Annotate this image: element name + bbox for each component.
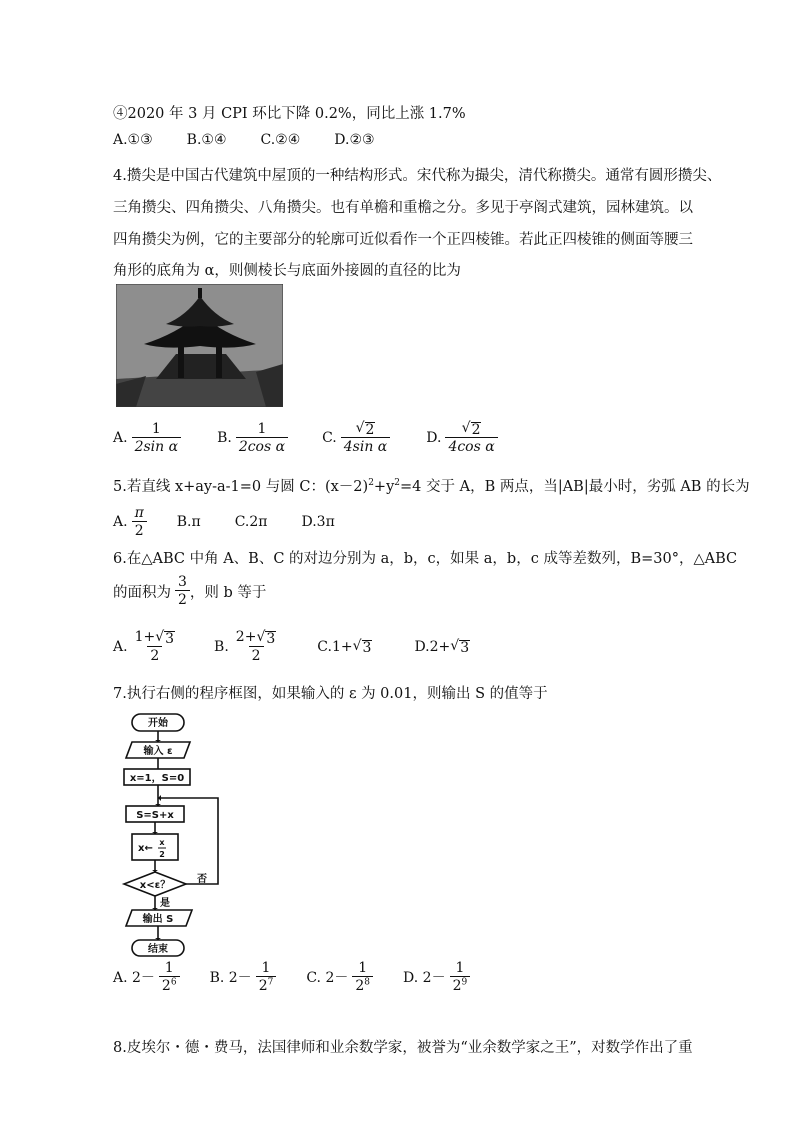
- q5-option-d: D.3π: [301, 514, 335, 530]
- q6-option-c: C.1+ √ 3: [317, 638, 372, 656]
- q3-option-c: C.②④: [260, 132, 301, 148]
- sqrt-symbol: √ 2: [461, 420, 481, 438]
- q6-line-1: 6.在△ABC 中角 A、B、C 的对边分别为 a，b，c，如果 a，b，c 成等差数列，B=30°，△ABC: [113, 551, 738, 567]
- fraction: 2+ √ 3 2: [235, 629, 276, 664]
- q7-option-c: C. 2－ $\frac{1}{2^8}$: [306, 960, 373, 994]
- q3-option-a: A.①③: [113, 132, 153, 148]
- q4-option-c: C. √ 2 4sin α: [322, 420, 390, 455]
- q5-options: [113, 505, 335, 539]
- flow-cond-text: x<ε？: [139, 880, 171, 891]
- q4-line-3: 四角攒尖为例，它的主要部分的轮廓可近似看作一个正四棱锥。若此正四棱锥的侧面等腰三: [113, 232, 693, 248]
- q6-option-d: D.2+ √ 3: [414, 638, 470, 656]
- q6-option-a: A. 1+ √ 3 2: [113, 629, 178, 664]
- fraction: $\frac{1}{2^7}$: [256, 960, 277, 994]
- q7-line-1: 7.执行右侧的程序框图，如果输入的 ε 为 0.01，则输出 S 的值等于: [113, 686, 548, 702]
- flow-output-text: 输出 S: [142, 914, 174, 925]
- q6-option-b: B. 2+ √ 3 2: [214, 629, 279, 664]
- fraction: $\frac{1}{2^9}$: [450, 960, 471, 994]
- q7-options: [113, 960, 470, 994]
- flow-yes-label: 是: [160, 898, 170, 909]
- q5-option-b: B.π: [176, 514, 201, 530]
- q7-option-b: B. 2－ $\frac{1}{2^7}$: [210, 960, 277, 994]
- q4-line-4: 角形的底角为 α，则侧棱长与底面外接圆的直径的比为: [113, 263, 461, 279]
- flow-init-text: x=1，S=0: [129, 773, 185, 784]
- fraction: $\frac{1}{2^8}$: [352, 960, 373, 994]
- q3-options: [113, 132, 375, 148]
- q7-option-a: A. 2－ $\frac{1}{2^6}$: [113, 960, 180, 994]
- sqrt-symbol: √ 2: [355, 420, 375, 438]
- q5-line-1: 5.若直线 x+ay-a-1=0 与圆 C：$(x-2)^2+y^2=4$ 交于 A，B 两点，当|AB|最小时，劣弧 AB 的长为: [113, 478, 750, 495]
- sqrt-symbol: √ 3: [155, 629, 175, 647]
- fraction: $\frac{\pi}{2}$: [132, 505, 147, 539]
- q3-item-4: ④2020 年 3 月 CPI 环比下降 0.2%，同比上涨 1.7%: [113, 106, 466, 122]
- q3-option-d: D.②③: [334, 132, 375, 148]
- q6-line-2: 的面积为 $\frac{3}{2}$ ，则 b 等于: [113, 574, 267, 608]
- q4-option-d: D. √ 2 4cos α: [426, 420, 497, 455]
- fraction: √ 2 4cos α: [445, 420, 497, 455]
- fraction: $\frac{1}{2^6}$: [159, 960, 180, 994]
- sqrt-symbol: √ 3: [256, 629, 276, 647]
- q5-option-c: C.2π: [234, 514, 268, 530]
- sqrt-symbol: √ 3: [450, 638, 470, 656]
- fraction: 1+ √ 3 2: [134, 629, 175, 664]
- sqrt-symbol: √ 3: [352, 638, 372, 656]
- q7-option-d: D. 2－ $\frac{1}{2^9}$: [403, 960, 470, 994]
- flow-no-label: 否: [197, 874, 207, 885]
- q4-option-a: A. $\frac{1}{\text{2sin α}}$: [113, 421, 181, 455]
- q5-option-a: A. $\frac{\pi}{2}$: [113, 505, 147, 539]
- q4-option-b: B. $\frac{1}{\text{2cos α}}$: [217, 421, 288, 455]
- flow-update-num: x: [159, 838, 165, 847]
- flow-end-text: 结束: [148, 944, 168, 955]
- flow-update-lhs: x←: [138, 843, 153, 854]
- fraction: $\frac{1}{\text{2sin α}}$: [132, 421, 182, 455]
- q6-options: [113, 629, 470, 664]
- flow-update-den: 2: [159, 850, 165, 859]
- q4-line-1: 4.攒尖是中国古代建筑中屋顶的一种结构形式。宋代称为撮尖，清代称攒尖。通常有圆形攒尖、: [113, 168, 722, 184]
- pavilion-photo: [116, 284, 283, 407]
- q3-option-b: B.①④: [186, 132, 227, 148]
- flow-input-text: 输入 ε: [143, 746, 173, 757]
- fraction: $\frac{3}{2}$: [175, 574, 190, 608]
- fraction: $\frac{1}{\text{2cos α}}$: [236, 421, 288, 455]
- program-flowchart: [112, 712, 227, 962]
- flow-sum-text: S=S+x: [136, 810, 174, 821]
- flow-start-text: 开始: [148, 718, 168, 729]
- q4-options: [113, 420, 498, 455]
- fraction: √ 2 4sin α: [341, 420, 391, 455]
- q4-line-2: 三角攒尖、四角攒尖、八角攒尖。也有单檐和重檐之分。多见于亭阁式建筑，园林建筑。以: [113, 200, 693, 216]
- q8-line-1: 8.皮埃尔・德・费马，法国律师和业余数学家，被誉为“业余数学家之王”，对数学作出了重: [113, 1040, 693, 1056]
